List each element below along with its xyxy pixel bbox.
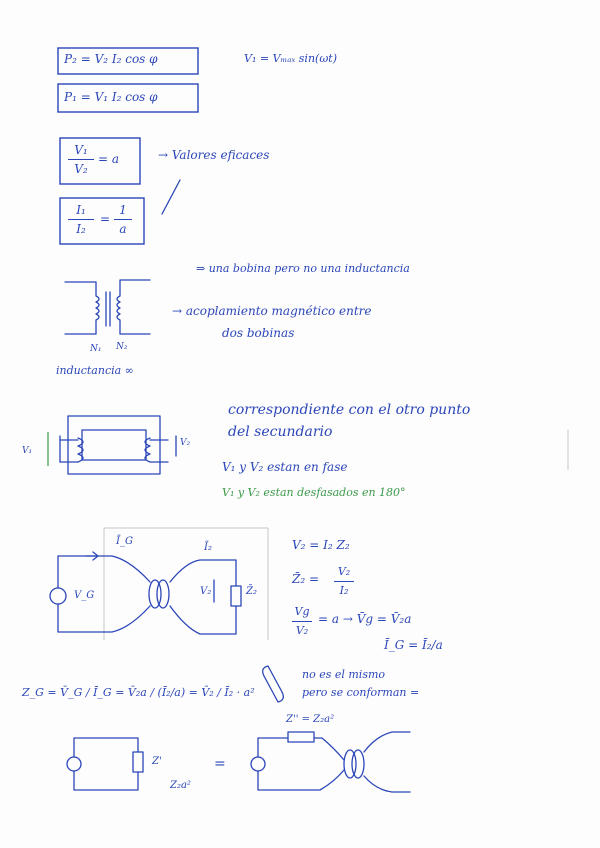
z2a2-label: Z₂a² (170, 780, 191, 791)
current-ratio-numerator: I₁ (76, 203, 86, 217)
voltage-ratio-numerator: V₁ (74, 143, 88, 157)
vg-v2-fraction (292, 604, 312, 639)
dos-bobinas-note: dos bobinas (222, 326, 295, 340)
core-v2-label: V₂ (180, 438, 191, 448)
arrow-stroke (162, 180, 180, 214)
current-ratio-rhs-numerator: 1 (119, 203, 127, 217)
equivalence-sign: = (214, 756, 226, 772)
iron-core-transformer (48, 416, 176, 474)
z-double-prime-label: Z'' = Z₂a² (286, 714, 335, 725)
power-secondary-formula: P₂ = V₂ I₂ cos φ (64, 52, 158, 66)
secundario-note: del secundario (228, 424, 333, 440)
inductancia-infinita-note: inductancia ∞ (56, 364, 134, 377)
ig-label: Ī_G (116, 536, 133, 547)
current-ratio-rhs (114, 202, 132, 237)
z2-fraction-denominator: I₂ (339, 584, 349, 597)
n1-label: N₁ (90, 344, 102, 354)
z2-fraction-numerator: V₂ (337, 565, 351, 578)
vg-v2-fraction-denominator: V₂ (295, 624, 309, 637)
se-conforman-note: pero se conforman = (302, 686, 420, 699)
voltage-ratio (68, 142, 94, 177)
voltage-ratio-equals: = a (98, 152, 120, 166)
power-primary-formula: P₁ = V₁ I₂ cos φ (64, 90, 158, 104)
vg-label: V_G (74, 590, 95, 601)
valores-eficaces-note: → Valores eficaces (158, 148, 270, 162)
current-ratio-equals: = (100, 212, 111, 226)
current-ratio (68, 202, 94, 237)
paperclip-doodle (263, 666, 284, 702)
zg-equation: Z_G = V̄_G / Ī_G = V̄₂a / (Ī₂/a) = V̄₂ / Ī₂ · a² (22, 686, 255, 699)
voltage-sine-formula: V₁ = Vₘₐₓ sin(ωt) (244, 52, 338, 65)
i2-label: Ī₂ (204, 542, 212, 553)
current-ratio-rhs-denominator: a (119, 222, 127, 236)
equivalent-circuit-left (67, 738, 143, 790)
desfasados-note: V₁ y V₂ estan desfasados en 180° (222, 486, 406, 499)
z2-fraction (334, 564, 354, 599)
vg-v2-fraction-numerator: Vg (294, 605, 310, 618)
acoplamiento-note: → acoplamiento magnético entre (172, 304, 372, 318)
v2-label: V₂ (200, 586, 212, 597)
vg-equation: = a → V̄g = V̄₂a (318, 612, 412, 626)
z2-label: Z̄₂ (246, 586, 257, 597)
z-prime-label: Z' (152, 756, 162, 767)
en-fase-note: V₁ y V₂ estan en fase (222, 460, 348, 474)
transformer-coils (65, 280, 150, 334)
voltage-ratio-denominator: V₂ (74, 162, 88, 176)
correspondiente-note: correspondiente con el otro punto (228, 402, 471, 418)
ig-equation: Ī_G = Ī₂/a (384, 638, 443, 652)
n2-label: N₂ (116, 342, 128, 352)
v2-equation: V₂ = I₂ Z₂ (292, 538, 350, 552)
current-ratio-denominator: I₂ (76, 222, 86, 236)
no-es-el-mismo-note: no es el mismo (302, 668, 386, 681)
z2-equation-lhs: Z̄₂ = (292, 572, 320, 586)
core-v1-label: V₁ (22, 446, 33, 456)
equivalent-circuit-right (251, 732, 410, 792)
bobina-note: ⇒ una bobina pero no una inductancia (196, 262, 410, 275)
